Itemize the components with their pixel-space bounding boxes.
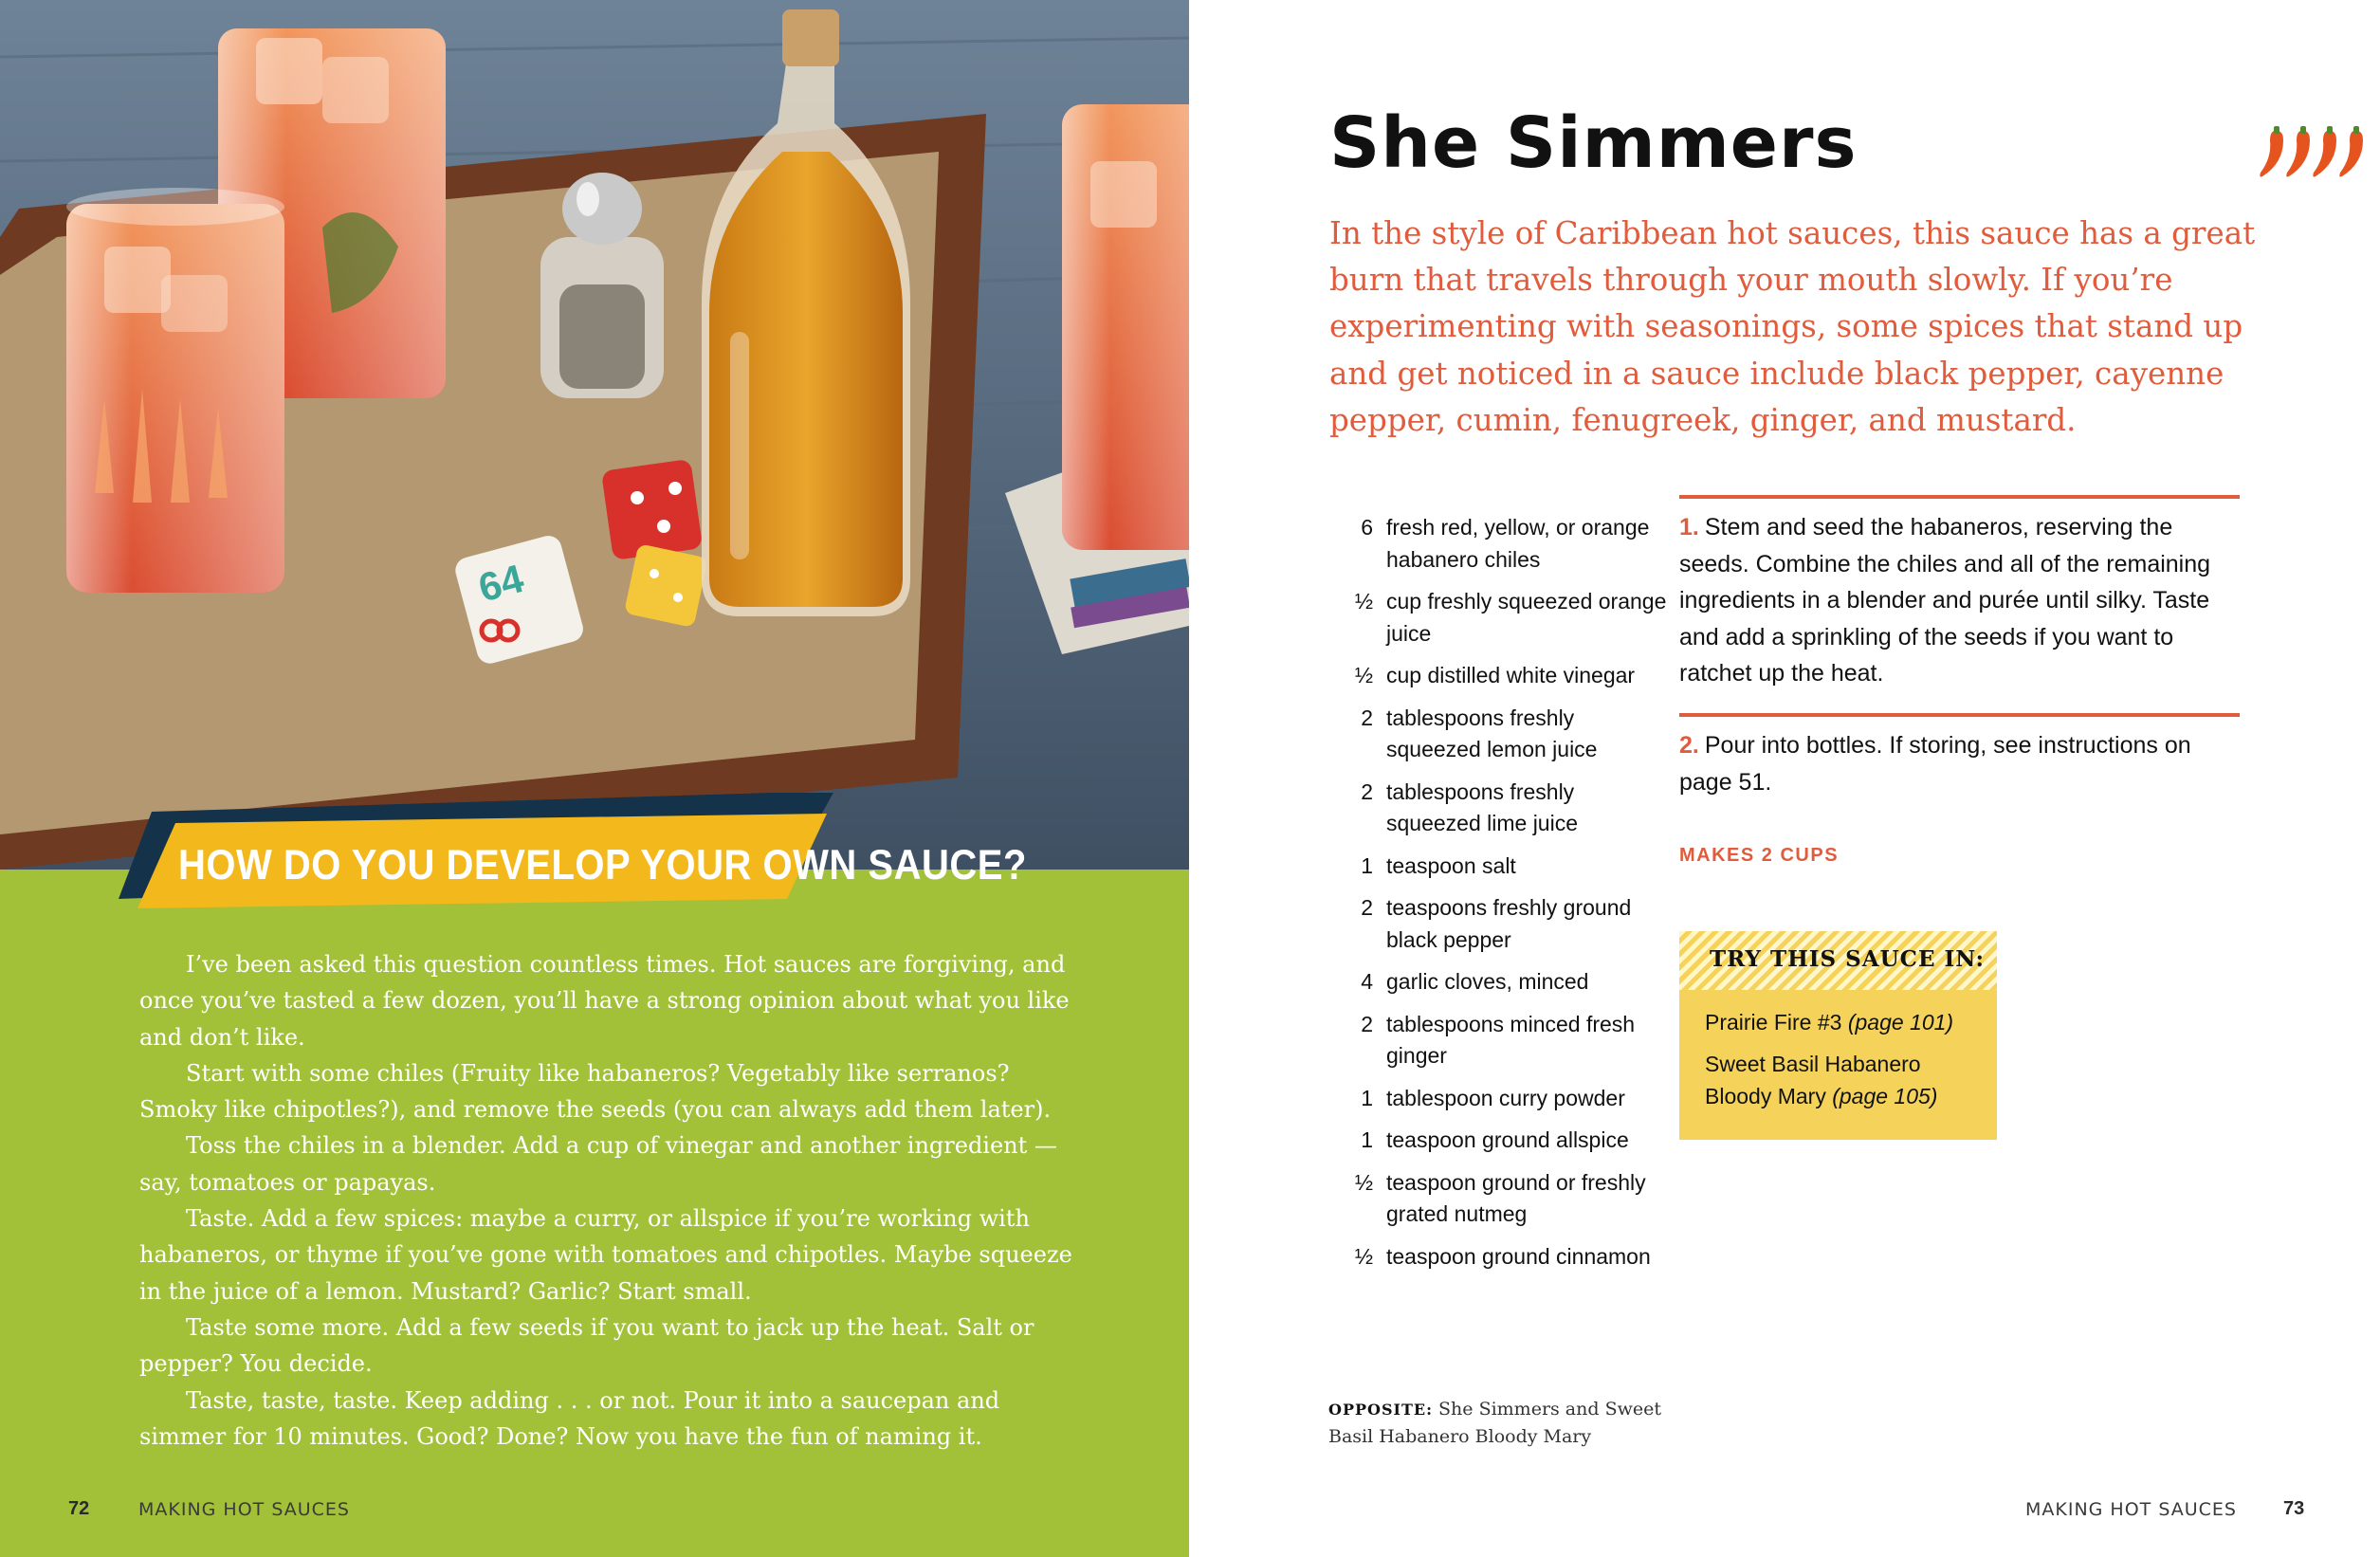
ingredient-qty: 6: [1361, 515, 1373, 540]
ingredient-name: fresh red, yellow, or orange habanero chiles: [1386, 515, 1650, 572]
ingredient-list: [1346, 512, 1669, 1283]
ingredient-item: [1346, 851, 1669, 883]
try-item-name: Prairie Fire #3: [1705, 1010, 1842, 1035]
step-divider: [1679, 713, 2240, 717]
ingredient-qty: 1: [1361, 1085, 1373, 1110]
ingredient-name: tablespoons freshly squeezed lime juice: [1386, 778, 1579, 835]
ingredient-item: [1346, 1009, 1669, 1072]
step-1: [1679, 509, 2248, 692]
recipe-yield: MAKES 2 CUPS: [1679, 845, 1840, 866]
sidebar-paragraph: Toss the chiles in a blender. Add a cup of vinegar and another ingredient — say, tomatoes or papayas.: [139, 1132, 1057, 1196]
caption-label: OPPOSITE:: [1328, 1401, 1433, 1419]
sidebar-paragraph: Taste. Add a few spices: maybe a curry, or allspice if you’re working with habaneros, or thyme if you’ve gone with tomatoes and chipotles. Maybe squeeze in the juice of a lemon. Mustard? Garlic? Start small.: [139, 1205, 1072, 1305]
try-item-name: Sweet Basil Habanero Bloody Mary: [1705, 1052, 1921, 1108]
ingredient-name: teaspoon ground cinnamon: [1386, 1243, 1651, 1269]
ingredient-item: [1346, 1125, 1669, 1157]
try-box-heading: TRY THIS SAUCE IN:: [1710, 946, 1985, 972]
try-this-sauce-box: [1679, 931, 1997, 1140]
ingredient-item: [1346, 512, 1669, 576]
ingredient-qty: 1: [1361, 852, 1373, 878]
ingredient-qty: ½: [1354, 589, 1373, 614]
step-text: Stem and seed the habaneros, reserving the seeds. Combine the chiles and all of the remaining ingredients in a blender and purée until silky. Taste and add a sprinkling of the seeds if you want to ratchet up the heat.: [1679, 514, 2211, 687]
step-2: [1679, 727, 2248, 800]
running-head-left: MAKING HOT SAUCES: [138, 1499, 350, 1520]
ingredient-name: teaspoon salt: [1386, 852, 1516, 878]
sidebar-title: HOW DO YOU DEVELOP YOUR OWN SAUCE?: [178, 842, 1027, 889]
ingredient-qty: 2: [1361, 1011, 1373, 1036]
sidebar-body: [139, 946, 1078, 1455]
ingredient-item: [1346, 777, 1669, 840]
try-item-page-ref: (page 101): [1847, 1010, 1954, 1035]
ingredient-qty: ½: [1354, 663, 1373, 687]
photo-illustration: [0, 0, 1189, 870]
ingredient-name: teaspoons freshly ground black pepper: [1386, 895, 1632, 952]
ingredient-name: tablespoon curry powder: [1386, 1085, 1625, 1110]
heat-level-pepper-icon: [2257, 125, 2369, 180]
ingredient-name: cup distilled white vinegar: [1386, 663, 1636, 687]
photo-caption: [1328, 1396, 1689, 1450]
ingredient-qty: ½: [1354, 1243, 1373, 1269]
running-head-right: MAKING HOT SAUCES: [2025, 1499, 2237, 1520]
ingredient-name: tablespoons minced fresh ginger: [1386, 1011, 1636, 1068]
ingredient-item: [1346, 586, 1669, 650]
recipe-intro: In the style of Caribbean hot sauces, this sauce has a great burn that travels through your mouth slowly. If you’re experimenting with seasonings, some spices that stand up and get noticed in a sauce include black pepper, cayenne pepper, cumin, fenugreek, ginger, and mustard.: [1329, 215, 2256, 438]
ingredient-qty: 2: [1361, 778, 1373, 804]
dice-number: 64: [473, 556, 528, 611]
step-text: Pour into bottles. If storing, see instructions on page 51.: [1679, 732, 2191, 796]
ingredient-qty: ½: [1354, 1169, 1373, 1195]
ingredient-qty: 4: [1361, 969, 1373, 994]
ingredient-item: [1346, 1083, 1669, 1115]
recipe-title: She Simmers: [1329, 102, 1858, 184]
try-box-item: [1705, 1049, 1980, 1112]
sidebar-paragraph: I’ve been asked this question countless times. Hot sauces are forgiving, and once you’ve tasted a few dozen, you’ll have a strong opinion about what you like and don’t like.: [139, 951, 1070, 1051]
try-box-header: [1679, 931, 1997, 990]
step-number: 1.: [1679, 514, 1699, 540]
try-item-page-ref: (page 105): [1832, 1083, 1938, 1108]
ingredient-name: teaspoon ground or freshly grated nutmeg: [1386, 1169, 1646, 1226]
ingredient-item: [1346, 966, 1669, 998]
ingredient-name: tablespoons freshly squeezed lemon juice: [1386, 705, 1598, 761]
ingredient-name: cup freshly squeezed orange juice: [1386, 589, 1667, 646]
ingredient-item: [1346, 1167, 1669, 1231]
ingredient-name: garlic cloves, minced: [1386, 969, 1589, 994]
ingredient-item: [1346, 892, 1669, 956]
step-number: 2.: [1679, 732, 1699, 759]
ingredient-item: [1346, 660, 1669, 692]
caption-text: She Simmers and Sweet Basil Habanero Bloody Mary: [1328, 1399, 1661, 1447]
sidebar-paragraph: Taste, taste, taste. Keep adding . . . or not. Pour it into a saucepan and simmer for 10 minutes. Good? Done? Now you have the fun of naming it.: [139, 1386, 1000, 1450]
ingredient-qty: 2: [1361, 895, 1373, 920]
ingredient-qty: 2: [1361, 705, 1373, 730]
ingredient-item: [1346, 1241, 1669, 1273]
ingredient-qty: 1: [1361, 1127, 1373, 1152]
hot-sauce-photo: [0, 0, 1189, 870]
ingredient-item: [1346, 703, 1669, 766]
page-number-right: 73: [2283, 1498, 2305, 1519]
ingredient-name: teaspoon ground allspice: [1386, 1127, 1629, 1152]
sidebar-paragraph: Start with some chiles (Fruity like habaneros? Vegetably like serranos? Smoky like chipotles?), and remove the seeds (you can always add them later).: [139, 1059, 1052, 1124]
page-number-left: 72: [68, 1498, 90, 1519]
try-box-item: [1705, 1007, 1980, 1039]
left-page: [0, 0, 1189, 1557]
step-divider: [1679, 495, 2240, 499]
sidebar-paragraph: Taste some more. Add a few seeds if you want to jack up the heat. Salt or pepper? You decide.: [139, 1313, 1034, 1378]
